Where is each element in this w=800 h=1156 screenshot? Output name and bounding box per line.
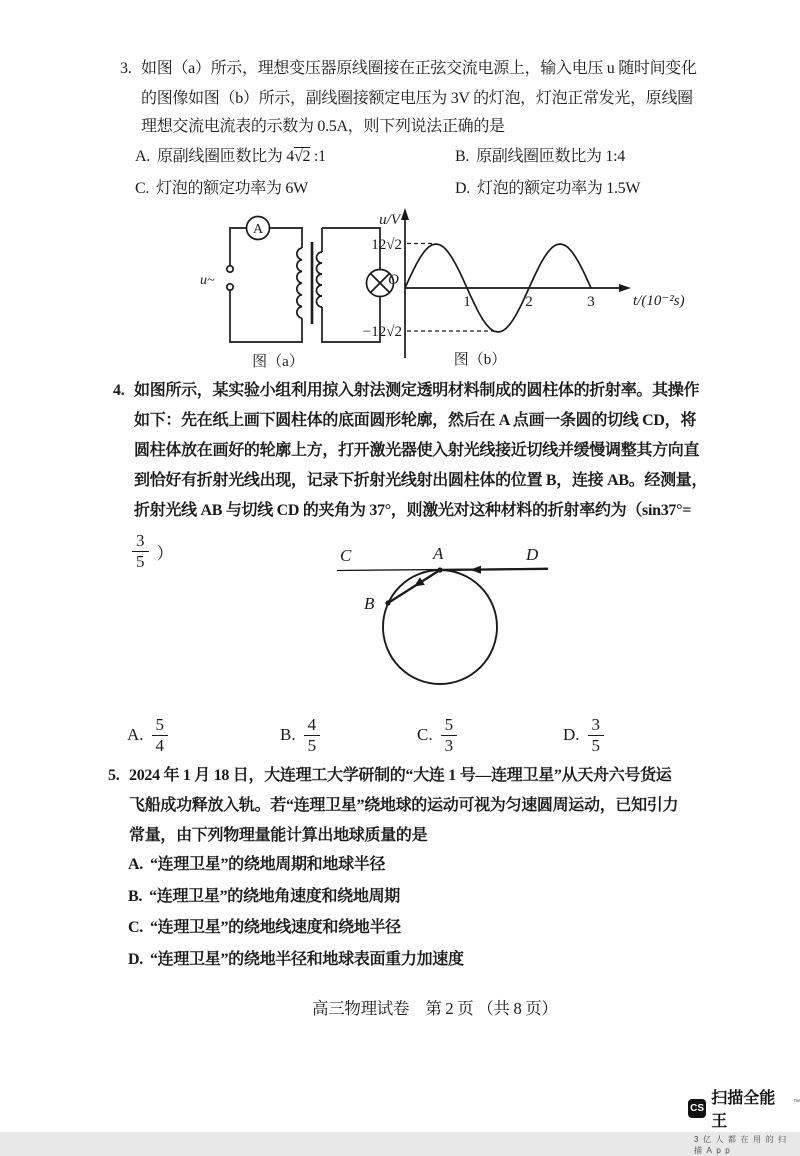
- q4-option-b: B. $\frac{4}{5}$: [280, 706, 320, 764]
- y-axis-arrow: [401, 208, 409, 220]
- x-axis-label: t/(10⁻²s): [633, 293, 685, 309]
- q4-line-3: 圆柱体放在画好的轮廓上方，打开激光器使入射光线接近切线并缓慢调整其方向直: [134, 442, 700, 459]
- q3-option-b-label: B.: [455, 148, 470, 165]
- source-terminal-top: [227, 266, 233, 272]
- camscanner-logo-icon: CS: [688, 1099, 706, 1118]
- q3-option-c-text: 灯泡的额定功率为 6W: [156, 180, 308, 197]
- source-label: u~: [200, 273, 215, 288]
- q4-option-a: A. $\frac{5}{4}$: [127, 706, 168, 764]
- q4-given-fraction: [132, 522, 174, 580]
- figure-b-graph: [350, 200, 710, 372]
- q3-option-a-radical: √2: [293, 148, 311, 165]
- q5-option-c-text: “连理卫星”的绕地线速度和绕地半径: [149, 919, 401, 936]
- q3-option-c: [135, 178, 308, 200]
- q5-option-d-text: “连理卫星”的绕地半径和地球表面重力加速度: [149, 951, 464, 968]
- q3-option-a: [135, 146, 326, 168]
- origin-label: O: [388, 272, 399, 288]
- q3-line-3: 理想交流电流表的示数为 0.5A，则下列说法正确的是: [141, 118, 505, 135]
- x-tick-1: 1: [463, 294, 471, 310]
- label-C: C: [340, 546, 352, 565]
- q3-option-b-text: 原副线圈匝数比为 1:4: [476, 148, 625, 165]
- q5-option-a-label: A.: [128, 856, 143, 873]
- q4-text-1: 如图所示，某实验小组利用掠入射法测定透明材料制成的圆柱体的折射率。其操作: [134, 382, 700, 399]
- q5-line-3: 常量，由下列物理量能计算出地球质量的是: [129, 827, 428, 844]
- q3-text-1: 如图（a）所示，理想变压器原线圈接在正弦交流电源上，输入电压 u 随时间变化: [141, 60, 697, 77]
- q4-option-a-label: A.: [127, 725, 144, 744]
- x-tick-2: 2: [525, 294, 533, 310]
- q5-line-2: 飞船成功释放入轨。若“连理卫星”绕地球的运动可视为匀速圆周运动，已知引力: [129, 797, 679, 814]
- q5-line-1: [108, 765, 672, 787]
- q3-option-a-suffix: :1: [310, 148, 326, 165]
- q3-option-a-label: A.: [135, 148, 150, 165]
- q3-option-d: [455, 178, 640, 200]
- label-D: D: [526, 545, 539, 564]
- q5-option-d-label: D.: [128, 951, 143, 968]
- ammeter-label: A: [252, 222, 264, 237]
- q5-option-c: [128, 917, 401, 939]
- label-B: B: [364, 594, 375, 613]
- q4-number: 4.: [113, 382, 125, 399]
- q4-figure-refraction: [320, 540, 570, 700]
- close-paren: ）: [156, 543, 174, 563]
- q5-option-a-text: “连理卫星”的绕地周期和地球半径: [149, 856, 386, 873]
- q4-line-1: [113, 380, 699, 402]
- q4-option-c-label: C.: [417, 725, 433, 744]
- q5-option-b: [128, 886, 400, 908]
- peak-value-label: 12√2: [371, 237, 402, 253]
- q4-line-5: 折射光线 AB 与切线 CD 的夹角为 37°，则激光对这种材料的折射率约为（sin37°=: [134, 502, 692, 519]
- q3-option-d-text: 灯泡的额定功率为 1.5W: [476, 180, 641, 197]
- secondary-coil: [317, 252, 323, 307]
- figure-b-caption: 图（b）: [453, 352, 507, 368]
- q3-option-a-text: 原副线圈匝数比为 4: [156, 148, 294, 165]
- fraction-3-5: $\frac{3}{5}$: [132, 531, 149, 571]
- page-footer: 高三物理试卷 第 2 页 （共 8 页）: [312, 999, 558, 1018]
- q4-line-2: 如下：先在纸上画下圆柱体的底面圆形轮廓，然后在 A 点画一条圆的切线 CD，将: [134, 412, 697, 429]
- primary-coil: [297, 248, 302, 318]
- camscanner-tagline: 3亿人都在用的扫描App: [694, 1135, 791, 1155]
- q5-option-c-label: C.: [128, 919, 143, 936]
- q5-text-1: 2024 年 1 月 18 日，大连理工大学研制的“大连 1 号—连理卫星”从天舟六号货运: [129, 767, 672, 784]
- q3-option-d-label: D.: [455, 180, 470, 197]
- q4-option-d: D. $\frac{3}{5}$: [563, 706, 604, 764]
- incident-ray: [441, 569, 548, 570]
- trough-value-label: −12√2: [362, 324, 402, 340]
- q5-number: 5.: [108, 767, 120, 784]
- cylinder-circle: [383, 570, 497, 684]
- x-tick-3: 3: [587, 294, 595, 310]
- q5-option-d: [128, 949, 464, 971]
- source-terminal-bottom: [227, 284, 233, 290]
- q3-line-2: 的图像如图（b）所示，副线圈接额定电压为 3V 的灯泡，灯泡正常发光，原线圈: [141, 90, 693, 107]
- q5-option-a: [128, 854, 385, 876]
- q3-option-b: [455, 146, 625, 168]
- q4-option-d-label: D.: [563, 725, 580, 744]
- x-axis-arrow: [619, 284, 631, 292]
- point-B-dot: [385, 600, 390, 605]
- q5-option-b-text: “连理卫星”的绕地角速度和绕地周期: [149, 888, 400, 905]
- figure-a-caption: 图（a）: [252, 354, 304, 370]
- q4-option-b-label: B.: [280, 725, 296, 744]
- camscanner-brand: 扫描全能王: [711, 1090, 776, 1130]
- q3-number: 3.: [120, 60, 132, 77]
- camscanner-watermark: [688, 1085, 800, 1156]
- trademark-icon: ™: [793, 1098, 800, 1106]
- q3-option-c-label: C.: [135, 180, 150, 197]
- y-axis-label: u/V: [379, 212, 400, 228]
- q4-option-c: C. $\frac{5}{3}$: [417, 706, 457, 764]
- q3-line-1: [120, 58, 697, 80]
- q4-line-4: 到恰好有折射光线出现，记录下折射光线射出圆柱体的位置 B，连接 AB。经测量，: [134, 472, 708, 489]
- label-A: A: [433, 544, 444, 563]
- incident-ray-arrow: [470, 566, 481, 574]
- q5-option-b-label: B.: [128, 888, 143, 905]
